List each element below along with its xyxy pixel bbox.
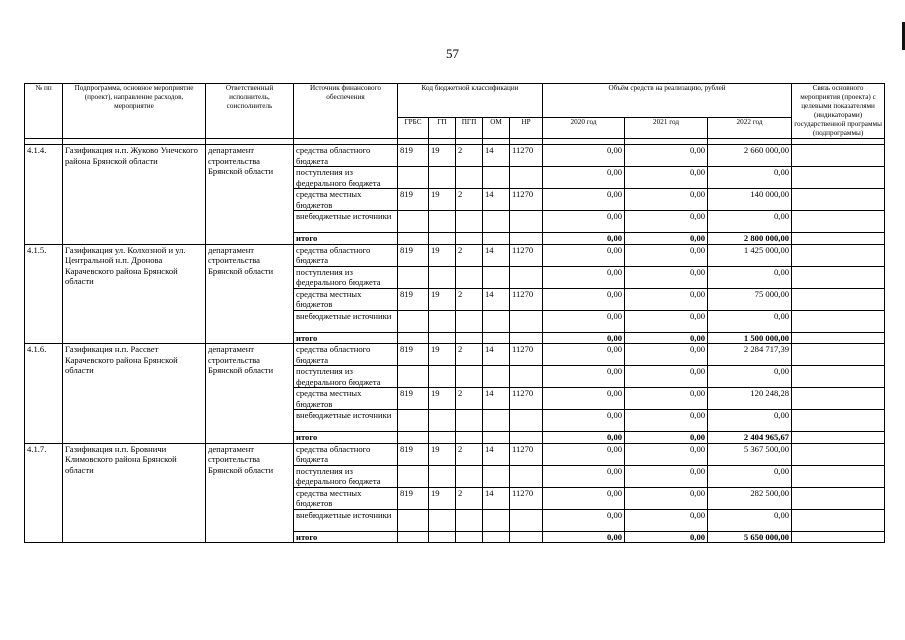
row-num: 4.1.7. [25, 443, 63, 543]
row-link [792, 266, 885, 288]
row-link [792, 332, 885, 344]
row-code [398, 211, 429, 233]
row-value-2022: 2 800 000,00 [708, 233, 792, 245]
row-code [456, 465, 483, 487]
page-number: 57 [446, 46, 459, 61]
row-value-2022: 0,00 [708, 509, 792, 531]
row-code [456, 332, 483, 344]
header-source: Источник финансового обеспечения [294, 84, 398, 139]
row-code: 19 [429, 487, 456, 509]
row-value-2021: 0,00 [625, 410, 708, 432]
row-code [483, 211, 510, 233]
row-code: 2 [456, 443, 483, 465]
row-code [510, 310, 543, 332]
row-code [510, 167, 543, 189]
row-code [429, 465, 456, 487]
row-code: 14 [483, 145, 510, 167]
row-source: поступления из федерального бюджета [294, 266, 398, 288]
row-code [429, 509, 456, 531]
row-code [456, 410, 483, 432]
row-value-2020: 0,00 [543, 531, 625, 543]
row-value-2020: 0,00 [543, 366, 625, 388]
row-source: итого [294, 531, 398, 543]
row-source: итого [294, 332, 398, 344]
row-value-2022: 75 000,00 [708, 288, 792, 310]
row-code: 819 [398, 244, 429, 266]
row-source: средства местных бюджетов [294, 288, 398, 310]
row-value-2020: 0,00 [543, 465, 625, 487]
row-program: Газификация н.п. Жуково Унечского района Брянской области [63, 145, 206, 245]
row-code: 19 [429, 189, 456, 211]
row-value-2021: 0,00 [625, 233, 708, 245]
row-link [792, 189, 885, 211]
row-source: внебюджетные источники [294, 509, 398, 531]
row-value-2022: 140 000,00 [708, 189, 792, 211]
row-link [792, 509, 885, 531]
row-value-2021: 0,00 [625, 344, 708, 366]
row-link [792, 233, 885, 245]
row-code: 11270 [510, 244, 543, 266]
row-value-2020: 0,00 [543, 189, 625, 211]
row-value-2020: 0,00 [543, 443, 625, 465]
row-code: 11270 [510, 388, 543, 410]
row-code: 819 [398, 288, 429, 310]
row-code: 14 [483, 288, 510, 310]
row-value-2021: 0,00 [625, 531, 708, 543]
row-value-2022: 2 660 000,00 [708, 145, 792, 167]
row-link [792, 443, 885, 465]
row-source: средства областного бюджета [294, 244, 398, 266]
row-value-2020: 0,00 [543, 167, 625, 189]
row-program: Газификация н.п. Бровничи Климовского района Брянской области [63, 443, 206, 543]
row-value-2021: 0,00 [625, 332, 708, 344]
table-row [25, 344, 885, 366]
row-link [792, 244, 885, 266]
row-value-2022: 0,00 [708, 266, 792, 288]
row-source: итого [294, 233, 398, 245]
row-code [510, 266, 543, 288]
row-value-2022: 120 248,28 [708, 388, 792, 410]
row-value-2021: 0,00 [625, 388, 708, 410]
row-code: 11270 [510, 344, 543, 366]
row-code: 11270 [510, 189, 543, 211]
row-link [792, 465, 885, 487]
row-link [792, 288, 885, 310]
row-value-2021: 0,00 [625, 145, 708, 167]
header-responsible: Ответственный исполнитель, соисполнитель [206, 84, 294, 139]
budget-table [24, 83, 885, 543]
row-value-2020: 0,00 [543, 211, 625, 233]
row-code [456, 310, 483, 332]
row-code [483, 410, 510, 432]
row-source: средства областного бюджета [294, 145, 398, 167]
row-value-2020: 0,00 [543, 332, 625, 344]
table-row [25, 145, 885, 167]
row-value-2020: 0,00 [543, 310, 625, 332]
row-code [483, 432, 510, 444]
row-code [483, 465, 510, 487]
row-code [398, 465, 429, 487]
row-code: 14 [483, 388, 510, 410]
row-code [398, 531, 429, 543]
row-value-2022: 0,00 [708, 167, 792, 189]
row-code [429, 531, 456, 543]
header-volume-group: Объём средств на реализацию, рублей [543, 84, 792, 118]
row-code: 19 [429, 344, 456, 366]
row-code [429, 332, 456, 344]
row-code: 11270 [510, 487, 543, 509]
row-link [792, 211, 885, 233]
row-code: 19 [429, 443, 456, 465]
row-code [510, 509, 543, 531]
row-value-2020: 0,00 [543, 432, 625, 444]
row-value-2022: 0,00 [708, 211, 792, 233]
row-source: внебюджетные источники [294, 211, 398, 233]
row-value-2020: 0,00 [543, 244, 625, 266]
row-code [429, 366, 456, 388]
row-code [429, 233, 456, 245]
row-code [398, 410, 429, 432]
row-value-2022: 0,00 [708, 410, 792, 432]
row-code: 2 [456, 487, 483, 509]
row-value-2020: 0,00 [543, 288, 625, 310]
row-value-2022: 0,00 [708, 310, 792, 332]
row-code [510, 432, 543, 444]
row-link [792, 388, 885, 410]
row-num: 4.1.6. [25, 344, 63, 444]
row-value-2022: 5 650 000,00 [708, 531, 792, 543]
row-link [792, 145, 885, 167]
row-code [483, 366, 510, 388]
row-code [456, 432, 483, 444]
row-code: 11270 [510, 288, 543, 310]
row-code: 819 [398, 145, 429, 167]
row-value-2022: 0,00 [708, 465, 792, 487]
row-value-2020: 0,00 [543, 487, 625, 509]
row-code [483, 310, 510, 332]
row-code [429, 211, 456, 233]
row-value-2022: 1 500 000,00 [708, 332, 792, 344]
header-code-grbs: ГРБС [398, 118, 429, 139]
row-num: 4.1.5. [25, 244, 63, 344]
row-value-2021: 0,00 [625, 288, 708, 310]
row-code: 19 [429, 244, 456, 266]
row-code: 11270 [510, 145, 543, 167]
row-code [510, 531, 543, 543]
row-code [510, 332, 543, 344]
row-source: поступления из федерального бюджета [294, 366, 398, 388]
row-source: итого [294, 432, 398, 444]
row-code: 819 [398, 388, 429, 410]
row-code [510, 410, 543, 432]
header-year-2020: 2020 год [543, 118, 625, 139]
row-code [510, 465, 543, 487]
row-source: средства местных бюджетов [294, 388, 398, 410]
row-code: 14 [483, 487, 510, 509]
row-code: 819 [398, 189, 429, 211]
header-code-gp: ГП [429, 118, 456, 139]
header-program: Подпрограмма, основное мероприятие (проект), направление расходов, мероприятие [63, 84, 206, 139]
row-code [456, 509, 483, 531]
row-code [429, 310, 456, 332]
row-link [792, 167, 885, 189]
row-code: 14 [483, 344, 510, 366]
row-value-2022: 282 500,00 [708, 487, 792, 509]
row-value-2021: 0,00 [625, 167, 708, 189]
row-code [483, 233, 510, 245]
row-value-2021: 0,00 [625, 487, 708, 509]
row-value-2022: 2 404 965,67 [708, 432, 792, 444]
header-link: Связь основного мероприятия (проекта) с целевыми показателями (индикаторами) государственной программы (подпрограммы) [792, 84, 885, 139]
row-code [456, 531, 483, 543]
row-code [398, 366, 429, 388]
row-code [510, 366, 543, 388]
row-code: 2 [456, 388, 483, 410]
row-source: поступления из федерального бюджета [294, 465, 398, 487]
row-code: 19 [429, 145, 456, 167]
row-code: 19 [429, 388, 456, 410]
row-code [398, 233, 429, 245]
row-value-2022: 0,00 [708, 366, 792, 388]
row-value-2021: 0,00 [625, 509, 708, 531]
row-code [398, 432, 429, 444]
row-responsible: департамент строительства Брянской области [206, 443, 294, 543]
row-code [510, 233, 543, 245]
row-source: внебюджетные источники [294, 410, 398, 432]
row-code: 14 [483, 189, 510, 211]
row-code [429, 167, 456, 189]
row-code: 2 [456, 145, 483, 167]
row-source: поступления из федерального бюджета [294, 167, 398, 189]
row-code [398, 509, 429, 531]
row-value-2021: 0,00 [625, 244, 708, 266]
row-code: 819 [398, 344, 429, 366]
row-code [398, 310, 429, 332]
row-value-2020: 0,00 [543, 410, 625, 432]
row-code [483, 266, 510, 288]
row-program: Газификация ул. Колхозной и ул. Центральной н.п. Дронова Карачевского района Брянской области [63, 244, 206, 344]
row-code: 14 [483, 443, 510, 465]
row-responsible: департамент строительства Брянской области [206, 344, 294, 444]
row-code: 819 [398, 443, 429, 465]
row-code [429, 432, 456, 444]
row-link [792, 310, 885, 332]
row-value-2020: 0,00 [543, 388, 625, 410]
row-code [398, 266, 429, 288]
row-code: 11270 [510, 443, 543, 465]
row-value-2021: 0,00 [625, 189, 708, 211]
row-value-2022: 5 367 500,00 [708, 443, 792, 465]
row-link [792, 410, 885, 432]
row-value-2020: 0,00 [543, 233, 625, 245]
row-code [429, 410, 456, 432]
header-code-om: ОМ [483, 118, 510, 139]
row-source: средства местных бюджетов [294, 487, 398, 509]
row-code: 819 [398, 487, 429, 509]
row-value-2020: 0,00 [543, 344, 625, 366]
row-code: 19 [429, 288, 456, 310]
row-num: 4.1.4. [25, 145, 63, 245]
header-year-2021: 2021 год [625, 118, 708, 139]
row-code [456, 266, 483, 288]
row-code [429, 266, 456, 288]
row-program: Газификация н.п. Рассвет Карачевского района Брянской области [63, 344, 206, 444]
row-code [483, 509, 510, 531]
row-link [792, 432, 885, 444]
row-link [792, 366, 885, 388]
row-code [456, 211, 483, 233]
row-code: 2 [456, 288, 483, 310]
row-value-2021: 0,00 [625, 266, 708, 288]
row-link [792, 487, 885, 509]
row-code [398, 332, 429, 344]
row-source: средства областного бюджета [294, 344, 398, 366]
row-responsible: департамент строительства Брянской области [206, 145, 294, 245]
row-code [483, 531, 510, 543]
row-value-2021: 0,00 [625, 310, 708, 332]
table-row [25, 443, 885, 465]
row-source: средства местных бюджетов [294, 189, 398, 211]
row-value-2021: 0,00 [625, 211, 708, 233]
table-row [25, 244, 885, 266]
row-value-2022: 2 284 717,39 [708, 344, 792, 366]
row-code: 14 [483, 244, 510, 266]
row-value-2022: 1 425 000,00 [708, 244, 792, 266]
header-code-group: Код бюджетной классификации [398, 84, 543, 118]
row-value-2020: 0,00 [543, 145, 625, 167]
row-code [510, 211, 543, 233]
row-value-2020: 0,00 [543, 266, 625, 288]
row-value-2021: 0,00 [625, 465, 708, 487]
header-num: № пп [25, 84, 63, 139]
row-source: внебюджетные источники [294, 310, 398, 332]
row-code: 2 [456, 244, 483, 266]
header-code-nr: НР [510, 118, 543, 139]
row-code [456, 233, 483, 245]
row-code [398, 167, 429, 189]
row-value-2021: 0,00 [625, 443, 708, 465]
row-code [483, 167, 510, 189]
header-year-2022: 2022 год [708, 118, 792, 139]
row-link [792, 344, 885, 366]
row-value-2021: 0,00 [625, 432, 708, 444]
row-value-2020: 0,00 [543, 509, 625, 531]
row-code [456, 167, 483, 189]
row-code [483, 332, 510, 344]
row-code: 2 [456, 189, 483, 211]
row-responsible: департамент строительства Брянской области [206, 244, 294, 344]
row-link [792, 531, 885, 543]
row-code [456, 366, 483, 388]
row-value-2021: 0,00 [625, 366, 708, 388]
row-code: 2 [456, 344, 483, 366]
header-code-pgp: ПГП [456, 118, 483, 139]
row-source: средства областного бюджета [294, 443, 398, 465]
